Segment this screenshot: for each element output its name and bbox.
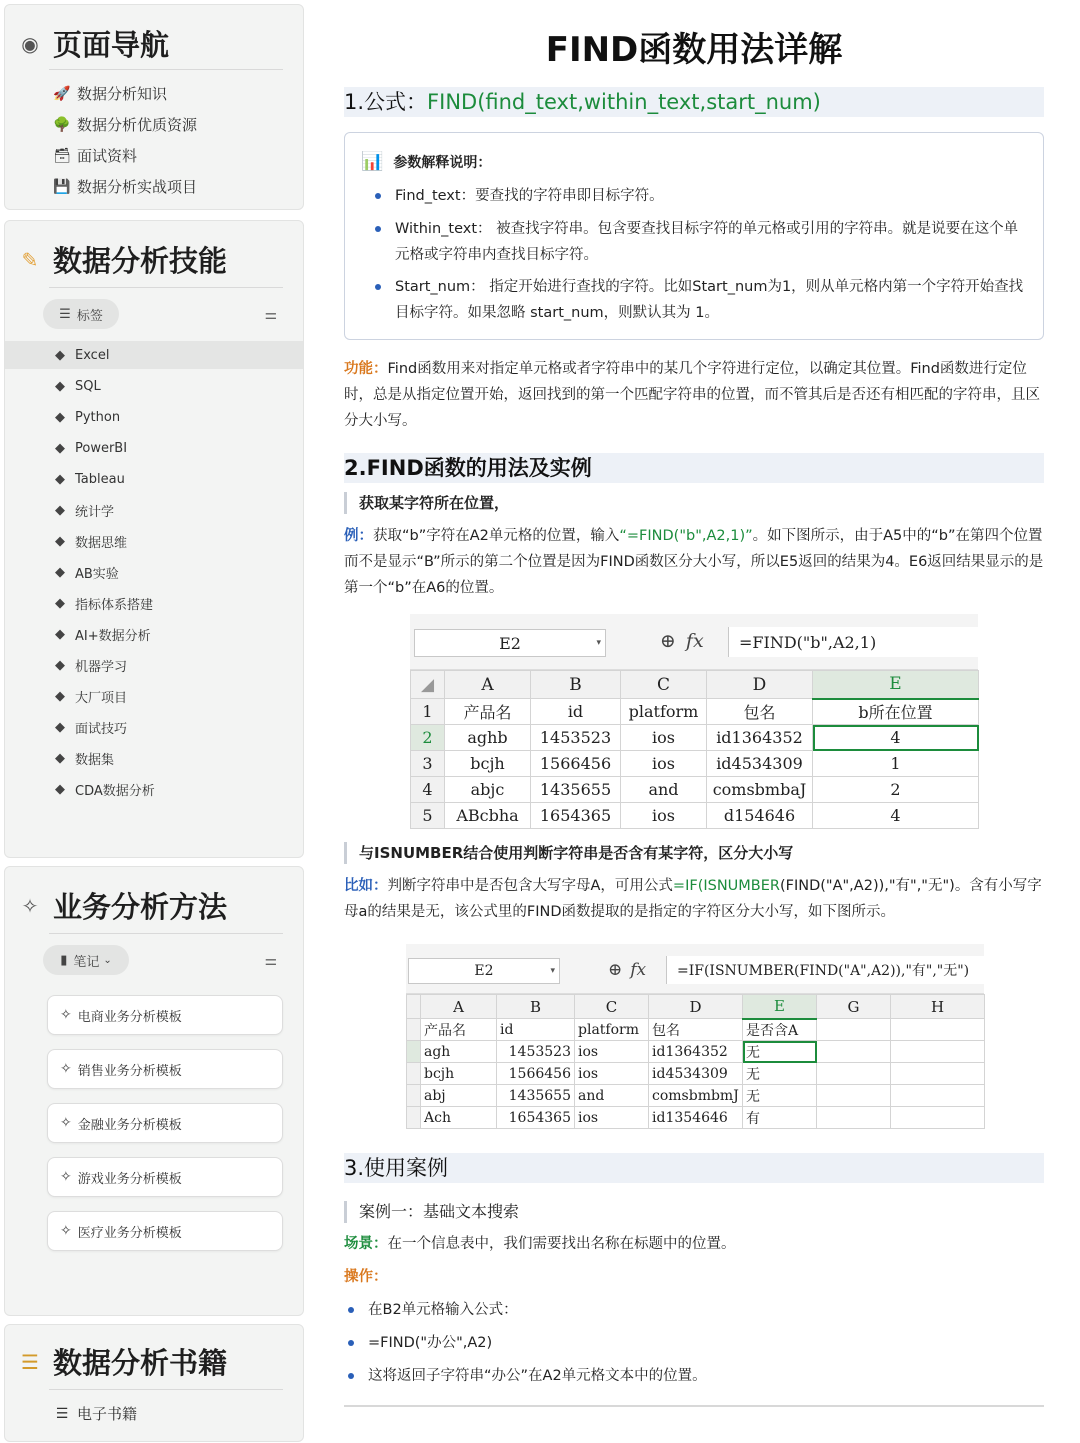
magic-wand-icon: ✧ [60, 1007, 72, 1023]
example-formula: =IF(ISNUMBER [672, 878, 780, 894]
methods-card [4, 866, 304, 1316]
table-row [407, 1019, 985, 1041]
section-formula-heading [344, 87, 1044, 117]
skills-header [17, 239, 227, 280]
example-label: 例： [344, 528, 373, 544]
tag-item[interactable] [5, 558, 303, 586]
tag-item[interactable] [5, 682, 303, 710]
tag-icon: ◆ [55, 626, 65, 642]
row-header[interactable]: 3 [411, 751, 445, 777]
table-row [407, 1041, 985, 1063]
cell[interactable]: 是否含A [743, 1019, 817, 1041]
template-label: 金融业务分析模板 [77, 1117, 182, 1133]
tag-icon: ◆ [55, 533, 65, 549]
quote-get-position: 获取某字符所在位置， [344, 492, 509, 514]
formula-input[interactable]: =FIND("b",A2,1) [728, 627, 978, 657]
column-header[interactable]: D [707, 671, 813, 699]
column-header[interactable]: E [743, 995, 817, 1019]
params-head-label: 参数解释说明： [393, 154, 492, 171]
row-header[interactable]: 4 [411, 777, 445, 803]
tag-label: 大厂项目 [75, 690, 128, 706]
nav-link-label: 电子书籍 [77, 1405, 138, 1423]
skills-title: 数据分析技能 [53, 244, 228, 278]
divider [49, 69, 283, 70]
table-row [411, 803, 979, 829]
cell[interactable]: 1 [813, 751, 979, 777]
template-label: 电商业务分析模板 [77, 1009, 182, 1025]
row-header[interactable] [407, 1085, 421, 1107]
example-text: 获取“b”字符在A2单元格的位置，输入 [373, 528, 620, 544]
tag-item[interactable] [5, 527, 303, 555]
nav-link-label: 数据分析实战项目 [77, 178, 198, 196]
scene-text: 在一个信息表中，我们需要找出名称在标题中的位置。 [387, 1236, 736, 1252]
params-header [361, 151, 491, 172]
note-pill-label: 笔记 [73, 954, 100, 970]
row-header[interactable]: 1 [411, 699, 445, 725]
page-nav-card [4, 4, 304, 210]
cell[interactable]: 4 [813, 803, 979, 829]
compass-icon: ◉ [21, 31, 39, 56]
divider [49, 1389, 283, 1390]
example-1 [344, 523, 1044, 601]
tag-label: 数据集 [75, 752, 115, 768]
tag-item[interactable] [5, 775, 303, 803]
nav-link-resources[interactable] [53, 114, 197, 135]
fx-icon[interactable]: fx [685, 630, 704, 652]
tag-item[interactable] [5, 651, 303, 679]
tag-label: 机器学习 [75, 659, 128, 675]
tag-label: Python [75, 409, 121, 425]
tag-label: CDA数据分析 [75, 783, 155, 799]
cell[interactable]: ios [621, 803, 707, 829]
nav-link-projects[interactable] [53, 176, 197, 197]
cell[interactable] [817, 1085, 891, 1107]
skills-card [4, 220, 304, 858]
table-row [407, 1085, 985, 1107]
table-row [407, 1063, 985, 1085]
cell[interactable]: bcjh [445, 751, 531, 777]
tag-icon: ◆ [55, 409, 65, 425]
divider [49, 933, 283, 934]
formula-input[interactable]: =IF(ISNUMBER(FIND("A",A2)),"有","无") [666, 956, 984, 984]
chevron-down-icon: ⌄ [103, 954, 112, 966]
cell[interactable]: 无 [743, 1085, 817, 1107]
tag-icon: ◆ [55, 440, 65, 456]
template-button[interactable] [47, 995, 283, 1035]
cell[interactable] [817, 1041, 891, 1063]
cell[interactable]: aghb [445, 725, 531, 751]
cell[interactable]: 1435655 [531, 777, 621, 803]
page-nav-title: 页面导航 [53, 28, 170, 62]
table-row [411, 725, 979, 751]
tag-label: PowerBI [75, 440, 128, 456]
books-header [17, 1341, 227, 1382]
template-button[interactable] [47, 1103, 283, 1143]
cell[interactable]: platform [575, 1019, 649, 1041]
zoom-icon[interactable]: ⊕ [608, 960, 623, 980]
note-filter-pill[interactable] [43, 945, 129, 975]
tag-icon: ◆ [55, 719, 65, 735]
operation-label: 操作： [344, 1269, 388, 1285]
cell[interactable]: 1654365 [497, 1107, 575, 1129]
list-icon: ☰ [59, 306, 71, 322]
formula-icons [608, 960, 646, 980]
cell[interactable]: id [497, 1019, 575, 1041]
name-box[interactable] [408, 958, 560, 984]
cell[interactable]: ios [575, 1107, 649, 1129]
table-row [411, 699, 979, 725]
cell[interactable]: 2 [813, 777, 979, 803]
corner-cell[interactable]: ◢ [411, 671, 445, 699]
cell[interactable] [891, 1063, 985, 1085]
cell[interactable]: abjc [445, 777, 531, 803]
section-prefix: 1.公式： [344, 90, 428, 114]
params-box [344, 132, 1044, 340]
fx-icon[interactable]: fx [630, 960, 647, 980]
template-label: 销售业务分析模板 [77, 1063, 182, 1079]
tag-icon: ◆ [55, 781, 65, 797]
page-nav-header [17, 23, 169, 64]
column-header[interactable]: B [497, 995, 575, 1019]
example-text: 。如下图所示，由于A5中的“b”在第四个位置而不是显示“B”所示的第二个位置是因为FIND函数区分大小写，所以E5返回的结果为4。E6返回结果显示的是第一个“b”在A6的位置。 [344, 528, 1044, 596]
zoom-icon[interactable]: ⊕ [660, 630, 676, 652]
sheet-grid [410, 670, 979, 829]
tag-item[interactable] [5, 434, 303, 462]
cell[interactable]: ios [621, 751, 707, 777]
tag-icon: ◆ [55, 750, 65, 766]
cell[interactable]: ABcbha [445, 803, 531, 829]
tag-label: 面试技巧 [75, 721, 128, 737]
magic-wand-icon: ✧ [21, 893, 39, 918]
books-title: 数据分析书籍 [53, 1346, 228, 1380]
cell[interactable]: 1654365 [531, 803, 621, 829]
tag-label: Tableau [75, 471, 125, 487]
tag-item[interactable] [5, 496, 303, 524]
sheet-grid [406, 994, 985, 1129]
magic-wand-icon: ✧ [60, 1115, 72, 1131]
tag-label: 指标体系搭建 [75, 597, 154, 613]
tag-filter-pill[interactable] [43, 299, 119, 329]
cell[interactable]: id1364352 [707, 725, 813, 751]
table-row [407, 1107, 985, 1129]
column-header[interactable]: D [649, 995, 743, 1019]
sliders-icon[interactable]: ⚌ [264, 307, 277, 323]
cell[interactable] [817, 1019, 891, 1041]
example-formula-rest: (FIND("A",A2)),"有","无") [779, 878, 955, 894]
name-box-value: E2 [499, 633, 521, 653]
name-box-value: E2 [474, 963, 494, 979]
cell[interactable]: ios [575, 1041, 649, 1063]
cell[interactable]: 产品名 [421, 1019, 497, 1041]
books-card [4, 1324, 304, 1442]
pencil-icon: ✎ [21, 247, 39, 272]
tag-item[interactable] [5, 341, 303, 369]
nav-link-knowledge[interactable] [53, 83, 167, 104]
column-header[interactable]: G [817, 995, 891, 1019]
cell[interactable]: and [575, 1085, 649, 1107]
rocket-icon: 🚀 [53, 85, 71, 102]
cell[interactable]: id [531, 699, 621, 725]
spreadsheet-isnumber [406, 944, 984, 1130]
template-button[interactable] [47, 1157, 283, 1197]
tag-item[interactable] [5, 744, 303, 772]
template-button[interactable] [47, 1049, 283, 1089]
scene [344, 1231, 1044, 1257]
cell[interactable] [817, 1063, 891, 1085]
tag-pill-label: 标签 [76, 308, 103, 324]
table-row [411, 777, 979, 803]
caret-down-icon: ▾ [550, 966, 555, 976]
tag-label: AI+数据分析 [75, 628, 151, 644]
function-description [344, 356, 1044, 434]
cell[interactable]: b所在位置 [813, 699, 979, 725]
function-text: Find函数用来对指定单元格或者字符串中的某几个字符进行定位，以确定其位置。Find函数进行定位时，总是从指定位置开始，返回找到的第一个匹配字符串的位置，而不管其后是否还有相匹配的字符串，且区分大小写。 [344, 361, 1040, 429]
row-header[interactable] [407, 1019, 421, 1041]
operation [344, 1264, 1044, 1290]
tag-item[interactable] [5, 372, 303, 400]
magic-wand-icon: ✧ [60, 1223, 72, 1239]
cell[interactable]: 包名 [649, 1019, 743, 1041]
tag-icon: ◆ [55, 688, 65, 704]
floppy-icon: 💾 [53, 178, 71, 195]
spreadsheet-find [410, 614, 978, 826]
cell[interactable]: ios [575, 1063, 649, 1085]
column-header[interactable]: C [621, 671, 707, 699]
cell[interactable] [817, 1107, 891, 1129]
cell[interactable]: 1566456 [497, 1063, 575, 1085]
nav-link-label: 数据分析知识 [77, 85, 168, 103]
example-2 [344, 873, 1044, 925]
tag-label: AB实验 [75, 566, 119, 582]
row-header[interactable] [407, 1107, 421, 1129]
cell[interactable]: comsbmbaJ [707, 777, 813, 803]
cell[interactable]: agh [421, 1041, 497, 1063]
tag-label: 统计学 [75, 504, 115, 520]
template-label: 游戏业务分析模板 [77, 1171, 182, 1187]
nav-link-ebooks[interactable] [53, 1403, 137, 1424]
tag-item[interactable] [5, 713, 303, 741]
quote-isnumber: 与ISNUMBER结合使用判断字符串是否含有某字符，区分大小写 [344, 842, 793, 864]
scene-label: 场景： [344, 1236, 388, 1252]
example-text: 。含有小写字母a的结果是无，该公式里的FIND函数提取的是指定的字符区分大小写，如下图所示。 [344, 878, 1042, 920]
cell[interactable]: and [621, 777, 707, 803]
formula-syntax: FIND(find_text,within_text,start_num) [427, 90, 821, 114]
bar-chart-icon: 📊 [361, 151, 384, 172]
cell[interactable] [891, 1107, 985, 1129]
cell[interactable]: 无 [743, 1063, 817, 1085]
template-button[interactable] [47, 1211, 283, 1251]
cell[interactable]: id4534309 [707, 751, 813, 777]
divider [344, 1405, 1044, 1407]
tree-icon: 🌳 [53, 116, 71, 133]
tag-icon: ◆ [55, 471, 65, 487]
section-usage-heading: 2.FIND函数的用法及实例 [344, 453, 1044, 483]
column-header-row [411, 671, 979, 699]
step-item: 在B2单元格输入公式： [368, 1297, 998, 1323]
tag-icon: ◆ [55, 564, 65, 580]
cell[interactable]: id4534309 [649, 1063, 743, 1085]
methods-title: 业务分析方法 [53, 890, 228, 924]
template-label: 医疗业务分析模板 [77, 1225, 182, 1241]
example-label: 比如： [344, 878, 388, 894]
column-header[interactable]: E [813, 671, 979, 699]
formula-icons [660, 630, 704, 652]
corner-cell[interactable] [407, 995, 421, 1019]
example-text: 判断字符串中是否包含大写字母A，可用公式 [387, 878, 673, 894]
tag-icon: ◆ [55, 595, 65, 611]
page-title: FIND函数用法详解 [545, 30, 843, 70]
divider [49, 287, 283, 288]
tag-label: Excel [75, 347, 110, 363]
caret-down-icon: ▾ [596, 638, 601, 648]
column-header[interactable]: C [575, 995, 649, 1019]
param-item: Find_text：要查找的字符串即目标字符。 [395, 183, 1025, 209]
row-header[interactable]: 5 [411, 803, 445, 829]
column-header[interactable]: A [445, 671, 531, 699]
cell[interactable]: comsbmbmJ [649, 1085, 743, 1107]
cell[interactable] [891, 1019, 985, 1041]
cell[interactable]: abj [421, 1085, 497, 1107]
tag-item[interactable] [5, 465, 303, 493]
cell[interactable]: 包名 [707, 699, 813, 725]
nav-link-interview[interactable] [53, 145, 137, 166]
column-header-row [407, 995, 985, 1019]
cell[interactable]: 1435655 [497, 1085, 575, 1107]
cell[interactable]: id1364352 [649, 1041, 743, 1063]
checklist-icon: ☰ [21, 1349, 39, 1374]
step-item: 这将返回子字符串“办公”在A2单元格文本中的位置。 [368, 1363, 998, 1389]
methods-header [17, 885, 227, 926]
cell[interactable] [891, 1041, 985, 1063]
cell[interactable]: 1566456 [531, 751, 621, 777]
note-icon: ▮ [60, 952, 68, 968]
tag-icon: ◆ [55, 378, 65, 394]
checklist-icon: ☰ [55, 1405, 69, 1422]
selected-cell[interactable]: 无 [743, 1041, 817, 1063]
param-item: Start_num： 指定开始进行查找的字符。比如Start_num为1，则从单元格内第一个字符开始查找目标字符。如果忽略 start_num，则默认其为 1。 [395, 274, 1025, 326]
tag-item[interactable] [5, 589, 303, 617]
row-header[interactable]: 2 [411, 725, 445, 751]
sliders-icon[interactable]: ⚌ [264, 953, 277, 969]
cell[interactable]: 1453523 [531, 725, 621, 751]
tag-label: SQL [75, 378, 101, 394]
cell[interactable]: platform [621, 699, 707, 725]
tag-label: 数据思维 [75, 535, 128, 551]
cell[interactable]: id1354646 [649, 1107, 743, 1129]
cell[interactable]: ios [621, 725, 707, 751]
cell[interactable]: bcjh [421, 1063, 497, 1085]
example-formula: “=FIND("b",A2,1)” [619, 528, 753, 544]
cell[interactable]: 有 [743, 1107, 817, 1129]
row-header[interactable] [407, 1063, 421, 1085]
cell[interactable]: d154646 [707, 803, 813, 829]
tag-item[interactable] [5, 403, 303, 431]
step-item: =FIND("办公",A2) [368, 1330, 998, 1356]
section-cases-heading: 3.使用案例 [344, 1153, 1044, 1183]
tag-icon: ◆ [55, 347, 65, 363]
cell[interactable]: Ach [421, 1107, 497, 1129]
name-box[interactable] [414, 629, 606, 657]
table-row [411, 751, 979, 777]
cell[interactable]: 产品名 [445, 699, 531, 725]
magic-wand-icon: ✧ [60, 1169, 72, 1185]
column-header[interactable]: A [421, 995, 497, 1019]
nav-link-label: 数据分析优质资源 [77, 116, 198, 134]
column-header[interactable]: H [891, 995, 985, 1019]
function-label: 功能： [344, 361, 388, 377]
param-item: Within_text： 被查找字符串。包含要查找目标字符的单元格或引用的字符串。就是说要在这个单元格或字符串内查找目标字符。 [395, 216, 1025, 268]
case-one-title: 案例一：基础文本搜索 [344, 1201, 519, 1223]
nav-link-label: 面试资料 [77, 147, 138, 165]
row-header[interactable] [407, 1041, 421, 1063]
tag-icon: ◆ [55, 502, 65, 518]
column-header[interactable]: B [531, 671, 621, 699]
tag-icon: ◆ [55, 657, 65, 673]
tag-item[interactable] [5, 620, 303, 648]
cell[interactable] [891, 1085, 985, 1107]
cell[interactable]: 1453523 [497, 1041, 575, 1063]
file-box-icon: 🗃 [53, 147, 71, 164]
selected-cell[interactable]: 4 [813, 725, 979, 751]
magic-wand-icon: ✧ [60, 1061, 72, 1077]
